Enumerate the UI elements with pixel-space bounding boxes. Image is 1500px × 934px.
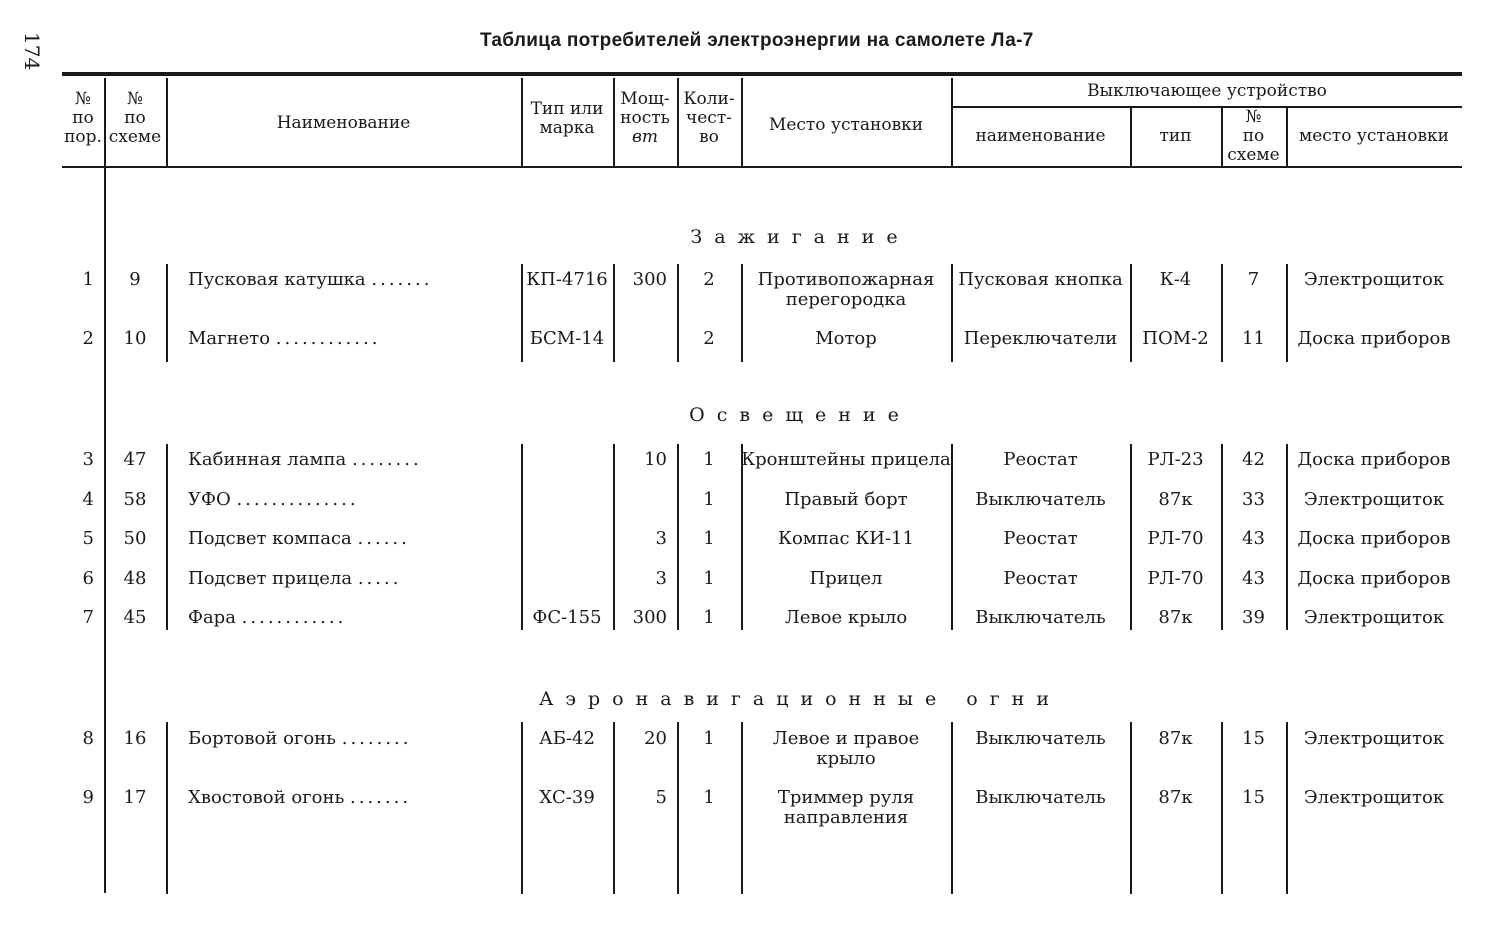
header-sw-scheme: № по схеме — [1227, 107, 1280, 165]
cell-sw-type: 87к — [1158, 728, 1193, 749]
cell-place: Левое и правое крыло — [772, 728, 920, 769]
cell-sw-type: РЛ-23 — [1147, 449, 1204, 470]
cell-sw-scheme: 15 — [1242, 728, 1265, 749]
cell-n: 3 — [82, 449, 94, 470]
header-type: Тип или марка — [530, 99, 604, 138]
cell-sw-scheme: 42 — [1242, 449, 1265, 470]
header-num: № по пор. — [64, 89, 102, 147]
cell-qty: 2 — [703, 328, 715, 349]
cell-name — [188, 788, 518, 808]
leader-dots: ........ — [351, 449, 422, 470]
cell-sw-type: РЛ-70 — [1147, 528, 1204, 549]
cell-sw-place: Электрощиток — [1303, 269, 1445, 290]
cell-sw-scheme: 43 — [1242, 528, 1265, 549]
cell-place: Компас КИ-11 — [778, 528, 914, 549]
cell-name — [188, 569, 518, 589]
header-scheme: № по схеме — [108, 89, 162, 147]
header-qty: Коли- чест- во — [683, 89, 735, 147]
cell-place: Кронштейны прицела — [741, 449, 951, 470]
cell-n: 2 — [82, 328, 94, 349]
cell-place: Левое крыло — [784, 607, 908, 628]
cell-n: 8 — [82, 728, 94, 749]
cell-sw-place: Доска приборов — [1297, 528, 1451, 549]
cell-qty: 2 — [703, 269, 715, 290]
cell-n: 4 — [82, 489, 94, 510]
cell-sw-name: Реостат — [1003, 528, 1078, 549]
cell-name — [188, 450, 518, 470]
cell-name-text: Магнето — [188, 328, 271, 349]
cell-s: 58 — [123, 489, 147, 510]
cell-power: 3 — [655, 568, 667, 589]
cell-name-text: Хвостовой огонь — [188, 787, 345, 808]
cell-power: 10 — [644, 449, 667, 470]
cell-type: АБ-42 — [539, 728, 595, 749]
header-switch-group: Выключающее устройство — [1087, 81, 1327, 101]
header-sw-place: место установки — [1298, 126, 1449, 146]
cell-sw-place: Электрощиток — [1303, 607, 1445, 628]
cell-sw-name: Реостат — [1003, 449, 1078, 470]
cell-sw-type: ПОМ-2 — [1142, 328, 1209, 349]
cell-sw-name: Пусковая кнопка — [958, 269, 1123, 290]
cell-n: 6 — [82, 568, 94, 589]
cell-n: 5 — [82, 528, 94, 549]
cell-sw-place: Доска приборов — [1297, 449, 1451, 470]
leader-dots: ............ — [275, 328, 381, 349]
cell-place: Мотор — [815, 328, 877, 349]
cell-name-text: Подсвет компаса — [188, 528, 352, 549]
header-name: Наименование — [276, 113, 411, 133]
cell-sw-place: Электрощиток — [1303, 728, 1445, 749]
cell-sw-type: 87к — [1158, 607, 1193, 628]
col-sep — [521, 444, 523, 630]
cell-place: Триммер руля направления — [777, 787, 915, 828]
col-sep — [104, 78, 106, 893]
cell-name — [188, 270, 518, 290]
cell-sw-place: Доска приборов — [1297, 568, 1451, 589]
cell-s: 10 — [123, 328, 147, 349]
cell-qty: 1 — [703, 607, 715, 628]
cell-place: Противопожарная перегородка — [757, 269, 935, 310]
cell-qty: 1 — [703, 787, 715, 808]
cell-name — [188, 608, 518, 628]
cell-sw-name: Выключатель — [975, 787, 1106, 808]
leader-dots: ..... — [357, 568, 402, 589]
cell-sw-place: Электрощиток — [1303, 787, 1445, 808]
col-sep — [166, 444, 168, 630]
cell-sw-name: Переключатели — [963, 328, 1118, 349]
header-power: Мощ- ность вт — [620, 89, 670, 147]
cell-qty: 1 — [703, 568, 715, 589]
cell-sw-place: Электрощиток — [1303, 489, 1445, 510]
cell-sw-type: 87к — [1158, 489, 1193, 510]
cell-sw-name: Выключатель — [975, 728, 1106, 749]
leader-dots: .............. — [236, 489, 359, 510]
section-ignition: Зажигание — [690, 226, 910, 248]
leader-dots: ............ — [241, 607, 347, 628]
header-place: Место установки — [768, 115, 924, 135]
cell-sw-scheme: 15 — [1242, 787, 1265, 808]
cell-power: 300 — [632, 269, 667, 290]
cell-qty: 1 — [703, 489, 715, 510]
cell-sw-name: Выключатель — [975, 489, 1106, 510]
leader-dots: ....... — [350, 787, 412, 808]
cell-name-text: Пусковая катушка — [188, 269, 366, 290]
header-sw-name: наименование — [975, 126, 1106, 146]
cell-sw-name: Выключатель — [975, 607, 1106, 628]
cell-name-text: Подсвет прицела — [188, 568, 353, 589]
cell-place: Прицел — [809, 568, 883, 589]
cell-s: 17 — [123, 787, 147, 808]
cell-sw-type: РЛ-70 — [1147, 568, 1204, 589]
header-bottom-rule — [62, 166, 1462, 168]
leader-dots: ........ — [341, 728, 412, 749]
cell-sw-scheme: 43 — [1242, 568, 1265, 589]
cell-power: 300 — [632, 607, 667, 628]
page-number: 174 — [20, 32, 44, 71]
switch-group-rule — [952, 106, 1462, 108]
section-navlights: Аэронавигационные огни — [538, 688, 1062, 710]
cell-s: 48 — [123, 568, 147, 589]
cell-name — [188, 490, 518, 510]
cell-s: 50 — [123, 528, 147, 549]
cell-type: БСМ-14 — [529, 328, 605, 349]
cell-n: 9 — [82, 787, 94, 808]
table-top-rule — [62, 72, 1462, 76]
cell-name — [188, 329, 518, 349]
cell-n: 1 — [82, 269, 94, 290]
leader-dots: ...... — [357, 528, 410, 549]
cell-qty: 1 — [703, 728, 715, 749]
cell-sw-scheme: 39 — [1242, 607, 1265, 628]
cell-s: 47 — [123, 449, 147, 470]
cell-n: 7 — [82, 607, 94, 628]
header-sw-type: тип — [1159, 126, 1192, 146]
leader-dots: ....... — [371, 269, 433, 290]
cell-qty: 1 — [703, 449, 715, 470]
cell-power: 3 — [655, 528, 667, 549]
cell-type: КП-4716 — [526, 269, 608, 290]
cell-sw-type: К-4 — [1159, 269, 1192, 290]
cell-sw-scheme: 33 — [1242, 489, 1265, 510]
section-lighting: Освещение — [689, 404, 911, 426]
cell-name — [188, 529, 518, 549]
cell-qty: 1 — [703, 528, 715, 549]
cell-name-text: Фара — [188, 607, 236, 628]
cell-name-text: Бортовой огонь — [188, 728, 336, 749]
page-title: Таблица потребителей электроэнергии на самолете Ла-7 — [480, 30, 1034, 51]
cell-power: 5 — [655, 787, 667, 808]
cell-name-text: УФО — [188, 489, 231, 510]
cell-s: 45 — [123, 607, 147, 628]
cell-sw-name: Реостат — [1003, 568, 1078, 589]
cell-sw-type: 87к — [1158, 787, 1193, 808]
cell-sw-place: Доска приборов — [1297, 328, 1451, 349]
cell-name-text: Кабинная лампа — [188, 449, 347, 470]
cell-sw-scheme: 11 — [1242, 328, 1265, 349]
cell-sw-scheme: 7 — [1247, 269, 1260, 290]
cell-type: ХС-39 — [539, 787, 595, 808]
col-sep — [166, 722, 168, 894]
cell-s: 16 — [123, 728, 147, 749]
cell-s: 9 — [129, 269, 141, 290]
cell-place: Правый борт — [784, 489, 908, 510]
col-sep — [166, 264, 168, 362]
cell-name — [188, 729, 518, 749]
cell-power: 20 — [644, 728, 667, 749]
cell-type: ФС-155 — [532, 607, 602, 628]
